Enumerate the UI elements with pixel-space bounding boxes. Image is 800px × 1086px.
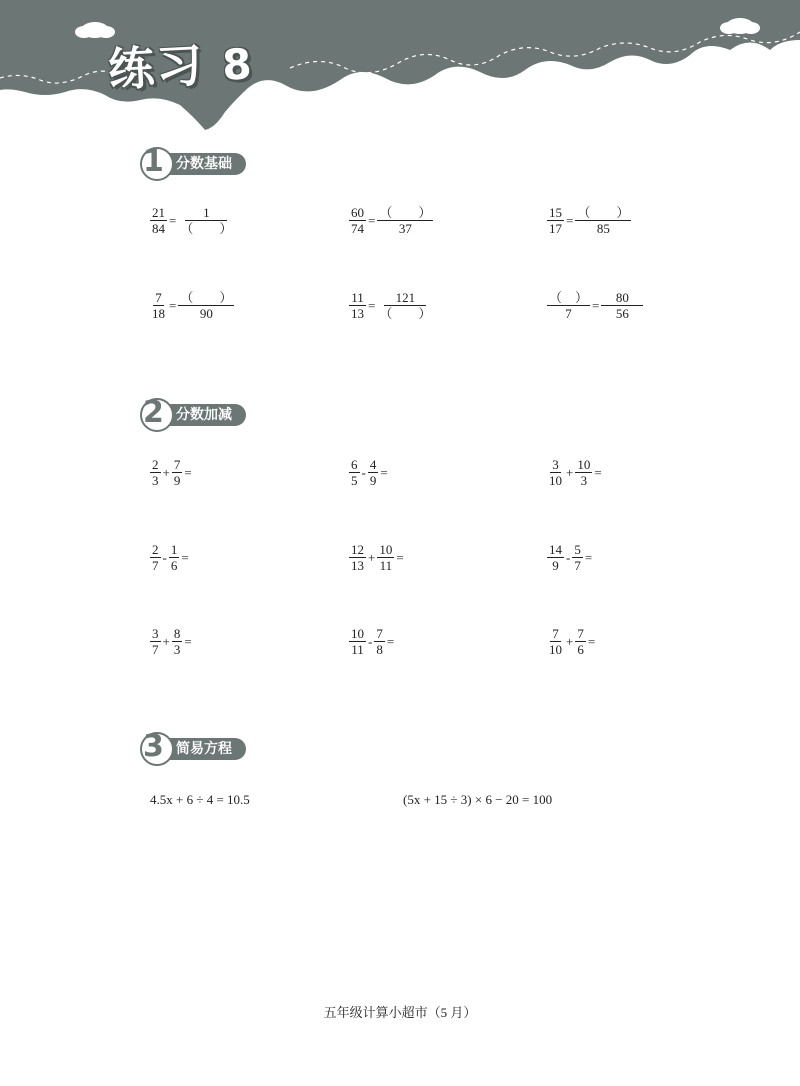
fraction-problem [150, 542, 191, 573]
numerator: 2 [152, 457, 159, 472]
denominator: 11 [379, 558, 393, 573]
fraction-problem [349, 542, 406, 573]
fraction-problem [150, 457, 194, 488]
fraction-problem [547, 457, 604, 488]
numerator: 7 [577, 626, 584, 641]
numerator: （ ） [180, 290, 233, 305]
denominator: 11 [351, 642, 364, 657]
numerator: 80 [601, 290, 643, 306]
denominator: （ ） [180, 221, 233, 236]
operator: + [566, 633, 574, 649]
operator: = [584, 549, 593, 565]
denominator: 3 [173, 642, 181, 657]
denominator: 13 [351, 558, 364, 573]
denominator: 7 [565, 306, 572, 321]
section-1-number: 1 [143, 144, 164, 179]
denominator: 10 [549, 473, 562, 488]
denominator: 7 [574, 558, 581, 573]
fraction [377, 205, 433, 236]
numerator: 7 [173, 457, 181, 472]
fraction [150, 205, 167, 236]
denominator: 17 [549, 221, 562, 236]
numerator: （ ） [577, 205, 630, 220]
operator: = [368, 297, 376, 313]
numerator: 121 [384, 290, 426, 306]
denominator: 6 [577, 642, 584, 657]
operator: = [169, 212, 177, 228]
fraction-problem [150, 290, 234, 321]
denominator: 7 [152, 642, 159, 657]
equation-2: (5x + 15 ÷ 3) × 6 − 20 = 100 [403, 792, 553, 807]
operator: = [587, 633, 596, 649]
fraction [575, 626, 586, 657]
fraction [150, 626, 161, 657]
operator: = [368, 212, 376, 228]
numerator: 5 [574, 542, 581, 557]
footer-text: 五年级计算小超市（5 月） [323, 1005, 477, 1020]
fraction [178, 205, 234, 236]
fraction-problem [547, 290, 643, 321]
fraction [547, 290, 590, 321]
fraction [172, 626, 183, 657]
operator: = [386, 633, 395, 649]
fraction [349, 542, 366, 573]
operator: + [162, 633, 170, 649]
fraction-problem [349, 205, 433, 236]
equation-1: 4.5x + 6 ÷ 4 = 10.5 [150, 792, 250, 807]
numerator: 3 [152, 626, 159, 641]
numerator: 60 [351, 205, 364, 220]
operator: + [368, 549, 376, 565]
operator: = [592, 297, 600, 313]
fraction [547, 457, 564, 488]
denominator: 7 [152, 558, 159, 573]
numerator: 14 [549, 542, 562, 557]
numerator: （ ） [379, 205, 432, 220]
denominator: 90 [199, 306, 213, 321]
numerator: 3 [552, 457, 559, 472]
section-2-number: 2 [143, 395, 164, 430]
denominator: 9 [552, 558, 559, 573]
page-title-number: 8 [220, 39, 255, 90]
operator: = [181, 549, 189, 565]
operator: - [162, 549, 167, 565]
section-2-label: 分数加减 [160, 404, 246, 426]
fraction-problem [547, 542, 594, 573]
fraction [150, 290, 167, 321]
numerator: 12 [351, 542, 364, 557]
denominator: 56 [615, 306, 629, 321]
denominator: 5 [351, 473, 358, 488]
denominator: （ ） [379, 306, 432, 321]
denominator: 10 [549, 642, 562, 657]
fraction [349, 457, 360, 488]
numerator: （ ） [549, 290, 589, 305]
fraction [547, 626, 564, 657]
operator: + [162, 464, 170, 480]
numerator: 10 [379, 542, 393, 557]
denominator: 3 [580, 473, 588, 488]
operator: = [566, 212, 574, 228]
fraction [572, 542, 583, 573]
fraction [374, 626, 385, 657]
numerator: 7 [155, 290, 162, 305]
denominator: 37 [398, 221, 412, 236]
operator: - [368, 633, 373, 649]
operator: - [361, 464, 366, 480]
denominator: 6 [170, 558, 178, 573]
fraction [377, 290, 433, 321]
operator: - [566, 549, 571, 565]
numerator: 7 [552, 626, 559, 641]
fraction [150, 457, 161, 488]
numerator: 15 [549, 205, 562, 220]
denominator: 84 [152, 221, 165, 236]
numerator: 1 [170, 542, 178, 557]
operator: = [594, 464, 602, 480]
section-1-label: 分数基础 [160, 153, 246, 175]
operator: = [396, 549, 404, 565]
page-title-text: 练习 [106, 37, 206, 97]
denominator: 9 [173, 473, 181, 488]
numerator: 6 [351, 457, 358, 472]
numerator: 10 [577, 457, 591, 472]
fraction [349, 290, 366, 321]
fraction [349, 626, 366, 657]
denominator: 3 [152, 473, 159, 488]
denominator: 8 [376, 642, 383, 657]
fraction-problem [349, 290, 433, 321]
fraction [601, 290, 643, 321]
operator: = [184, 633, 192, 649]
numerator: 2 [152, 542, 159, 557]
operator: + [566, 464, 574, 480]
fraction [349, 205, 366, 236]
denominator: 9 [369, 473, 377, 488]
operator: = [169, 297, 177, 313]
fraction [547, 542, 564, 573]
fraction [169, 542, 180, 573]
fraction-problem [349, 457, 390, 488]
fraction [178, 290, 234, 321]
numerator: 21 [152, 205, 165, 220]
fraction [575, 205, 631, 236]
operator: = [380, 464, 388, 480]
fraction [172, 457, 183, 488]
denominator: 18 [152, 306, 165, 321]
fraction [377, 542, 394, 573]
denominator: 85 [596, 221, 610, 236]
fraction [547, 205, 564, 236]
fraction [368, 457, 379, 488]
operator: = [184, 464, 192, 480]
numerator: 4 [369, 457, 377, 472]
section-3-number: 3 [143, 729, 164, 764]
numerator: 1 [185, 205, 227, 221]
numerator: 8 [173, 626, 181, 641]
numerator: 11 [351, 290, 364, 305]
page-title [106, 26, 254, 100]
fraction [150, 542, 161, 573]
denominator: 13 [351, 306, 364, 321]
fraction-problem [150, 205, 234, 236]
fraction-problem [349, 626, 396, 657]
fraction-problem [547, 626, 597, 657]
fraction-problem [547, 205, 631, 236]
numerator: 10 [351, 626, 364, 641]
denominator: 74 [351, 221, 364, 236]
fraction-problem [150, 626, 194, 657]
fraction [575, 457, 592, 488]
section-3-label: 简易方程 [160, 738, 246, 760]
numerator: 7 [376, 626, 383, 641]
